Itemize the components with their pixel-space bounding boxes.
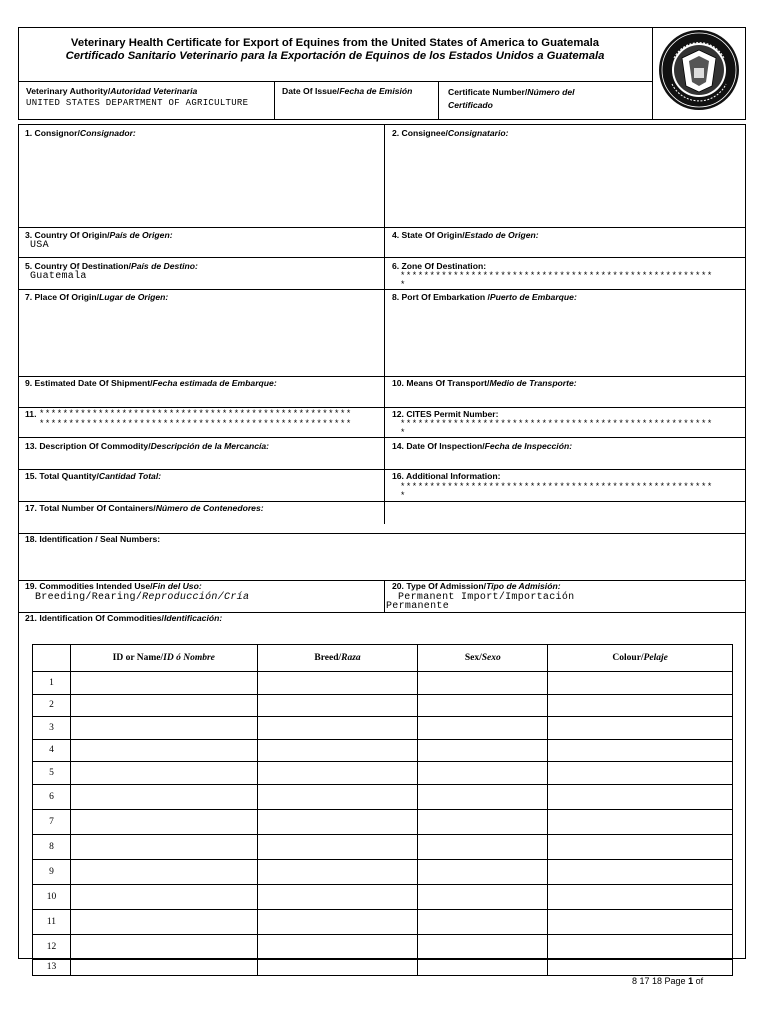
colour-cell[interactable] [548,809,733,834]
table-row [33,959,733,975]
column-header-breed: Breed/Raza [257,645,418,672]
id-cell[interactable] [70,884,257,909]
row-number: 6 [33,784,71,809]
breed-cell[interactable] [257,859,418,884]
row-number: 7 [33,809,71,834]
sex-cell[interactable] [418,762,548,785]
id-cell[interactable] [70,859,257,884]
title-spanish: Certificado Sanitario Veterinario para la Exportación de Equinos de los Estados Unidos a Guatemala [65,50,605,62]
sex-cell[interactable] [418,672,548,695]
row-number: 10 [33,884,71,909]
row-number: 1 [33,672,71,695]
sex-cell[interactable] [418,884,548,909]
seal-numbers-label[interactable]: 18. Identification / Seal Numbers: [25,534,161,544]
total-containers-label[interactable]: 17. Total Number Of Containers/Número de Contenedores: [25,503,264,513]
colour-cell[interactable] [548,959,733,975]
row-number: 12 [33,934,71,959]
sex-cell[interactable] [418,909,548,934]
row-number: 11 [33,909,71,934]
table-row [33,672,733,695]
zone-of-destination-stars-2: * [400,280,406,290]
type-of-admission-value-2[interactable]: Permanente [386,601,450,612]
field-11-stars: ***************************************************** [39,409,352,419]
sex-cell[interactable] [418,739,548,762]
colour-cell[interactable] [548,909,733,934]
id-cell[interactable] [70,784,257,809]
breed-cell[interactable] [257,762,418,785]
consignor-label[interactable]: 1. Consignor/Consignador: [25,128,136,138]
column-header-sex: Sex/Sexo [418,645,548,672]
country-of-destination-value[interactable]: Guatemala [30,271,87,282]
row-number: 8 [33,834,71,859]
table-row [33,909,733,934]
colour-cell[interactable] [548,694,733,717]
place-of-origin-label[interactable]: 7. Place Of Origin/Lugar de Origen: [25,292,169,302]
breed-cell[interactable] [257,934,418,959]
table-row [33,809,733,834]
colour-cell[interactable] [548,884,733,909]
zone-of-destination-stars: ***************************************************** [400,271,713,281]
title-english: Veterinary Health Certificate for Export of Equines from the United States of America to Guatemala [70,37,600,49]
additional-info-label: 16. Additional Information: [392,471,501,481]
sex-cell[interactable] [418,784,548,809]
column-header-id: ID or Name/ID ó Nombre [70,645,257,672]
additional-info-stars-2: * [400,491,406,501]
colour-cell[interactable] [548,784,733,809]
breed-cell[interactable] [257,909,418,934]
row-number: 2 [33,694,71,717]
breed-cell[interactable] [257,834,418,859]
id-cell[interactable] [70,934,257,959]
table-row [33,859,733,884]
page-footer: 8 17 18 Page 1 of [632,976,704,986]
sex-cell[interactable] [418,834,548,859]
column-header-colour: Colour/Pelaje [548,645,733,672]
table-row [33,762,733,785]
inspection-date-label[interactable]: 14. Date Of Inspection/Fecha de Inspección: [392,441,573,451]
state-of-origin-label[interactable]: 4. State Of Origin/Estado de Origen: [392,230,539,240]
row-number: 9 [33,859,71,884]
breed-cell[interactable] [257,672,418,695]
consignee-label[interactable]: 2. Consignee/Consignatario: [392,128,509,138]
intended-use-value[interactable]: Breeding/Rearing/Reproducción/Cría [35,592,250,603]
additional-info-stars: ***************************************************** [400,482,713,492]
colour-cell[interactable] [548,762,733,785]
identification-table [32,644,733,976]
sex-cell[interactable] [418,809,548,834]
row-number: 3 [33,717,71,740]
colour-cell[interactable] [548,672,733,695]
colour-cell[interactable] [548,717,733,740]
authority-label: Veterinary Authority/Autoridad Veterinaria [26,86,198,96]
table-row [33,834,733,859]
country-of-destination-label: 5. Country Of Destination/País de Destino: [25,261,198,271]
breed-cell[interactable] [257,717,418,740]
usda-seal-icon [654,28,744,112]
sex-cell[interactable] [418,859,548,884]
row-number: 4 [33,739,71,762]
country-of-origin-label: 3. Country Of Origin/País de Origen: [25,230,173,240]
issue-date-label: Date Of Issue/Fecha de Emisión [282,86,413,96]
table-row [33,784,733,809]
breed-cell[interactable] [257,784,418,809]
id-cell[interactable] [70,909,257,934]
colour-cell[interactable] [548,739,733,762]
certificate-form [18,27,746,972]
column-header-number [33,645,71,672]
means-of-transport-label[interactable]: 10. Means Of Transport/Medio de Transporte: [392,378,577,388]
field-11-label: 11. [25,409,37,419]
certificate-number-label-2: Certificado [448,100,493,110]
sex-cell[interactable] [418,694,548,717]
cites-permit-stars: ***************************************************** [400,419,713,429]
table-header-row [33,645,733,672]
cites-permit-label: 12. CITES Permit Number: [392,409,499,419]
certificate-number-label: Certificate Number/Número del [448,87,575,97]
id-cell[interactable] [70,959,257,975]
breed-cell[interactable] [257,739,418,762]
row-number: 13 [33,959,71,975]
identification-commodities-label: 21. Identification Of Commodities/Identificación: [25,613,223,623]
table-row [33,694,733,717]
sex-cell[interactable] [418,717,548,740]
breed-cell[interactable] [257,884,418,909]
type-of-admission-value[interactable]: Permanent Import/Importación [398,592,575,603]
id-cell[interactable] [70,717,257,740]
table-row [33,884,733,909]
colour-cell[interactable] [548,834,733,859]
id-cell[interactable] [70,739,257,762]
total-quantity-label[interactable]: 15. Total Quantity/Cantidad Total: [25,471,162,481]
colour-cell[interactable] [548,859,733,884]
colour-cell[interactable] [548,934,733,959]
breed-cell[interactable] [257,809,418,834]
cites-permit-stars-2: * [400,428,406,438]
breed-cell[interactable] [257,959,418,975]
id-cell[interactable] [70,809,257,834]
table-row [33,717,733,740]
zone-of-destination-label: 6. Zone Of Destination: [392,261,487,271]
id-cell[interactable] [70,694,257,717]
field-11-stars-2: ***************************************************** [39,419,352,429]
table-row [33,739,733,762]
id-cell[interactable] [70,834,257,859]
port-of-embarkation-label[interactable]: 8. Port Of Embarkation /Puerto de Embarque: [392,292,577,302]
table-row [33,934,733,959]
sex-cell[interactable] [418,934,548,959]
country-of-origin-value[interactable]: USA [30,240,49,251]
description-label[interactable]: 13. Description Of Commodity/Descripción de la Mercancía: [25,441,270,451]
shipment-date-label[interactable]: 9. Estimated Date Of Shipment/Fecha estimada de Embarque: [25,378,277,388]
authority-value[interactable]: UNITED STATES DEPARTMENT OF AGRICULTURE [26,98,249,108]
id-cell[interactable] [70,672,257,695]
sex-cell[interactable] [418,959,548,975]
id-cell[interactable] [70,762,257,785]
row-number: 5 [33,762,71,785]
intended-use-label: 19. Commodities Intended Use/Fin del Uso: [25,581,202,591]
type-of-admission-label: 20. Type Of Admission/Tipo de Admisión: [392,581,561,591]
breed-cell[interactable] [257,694,418,717]
